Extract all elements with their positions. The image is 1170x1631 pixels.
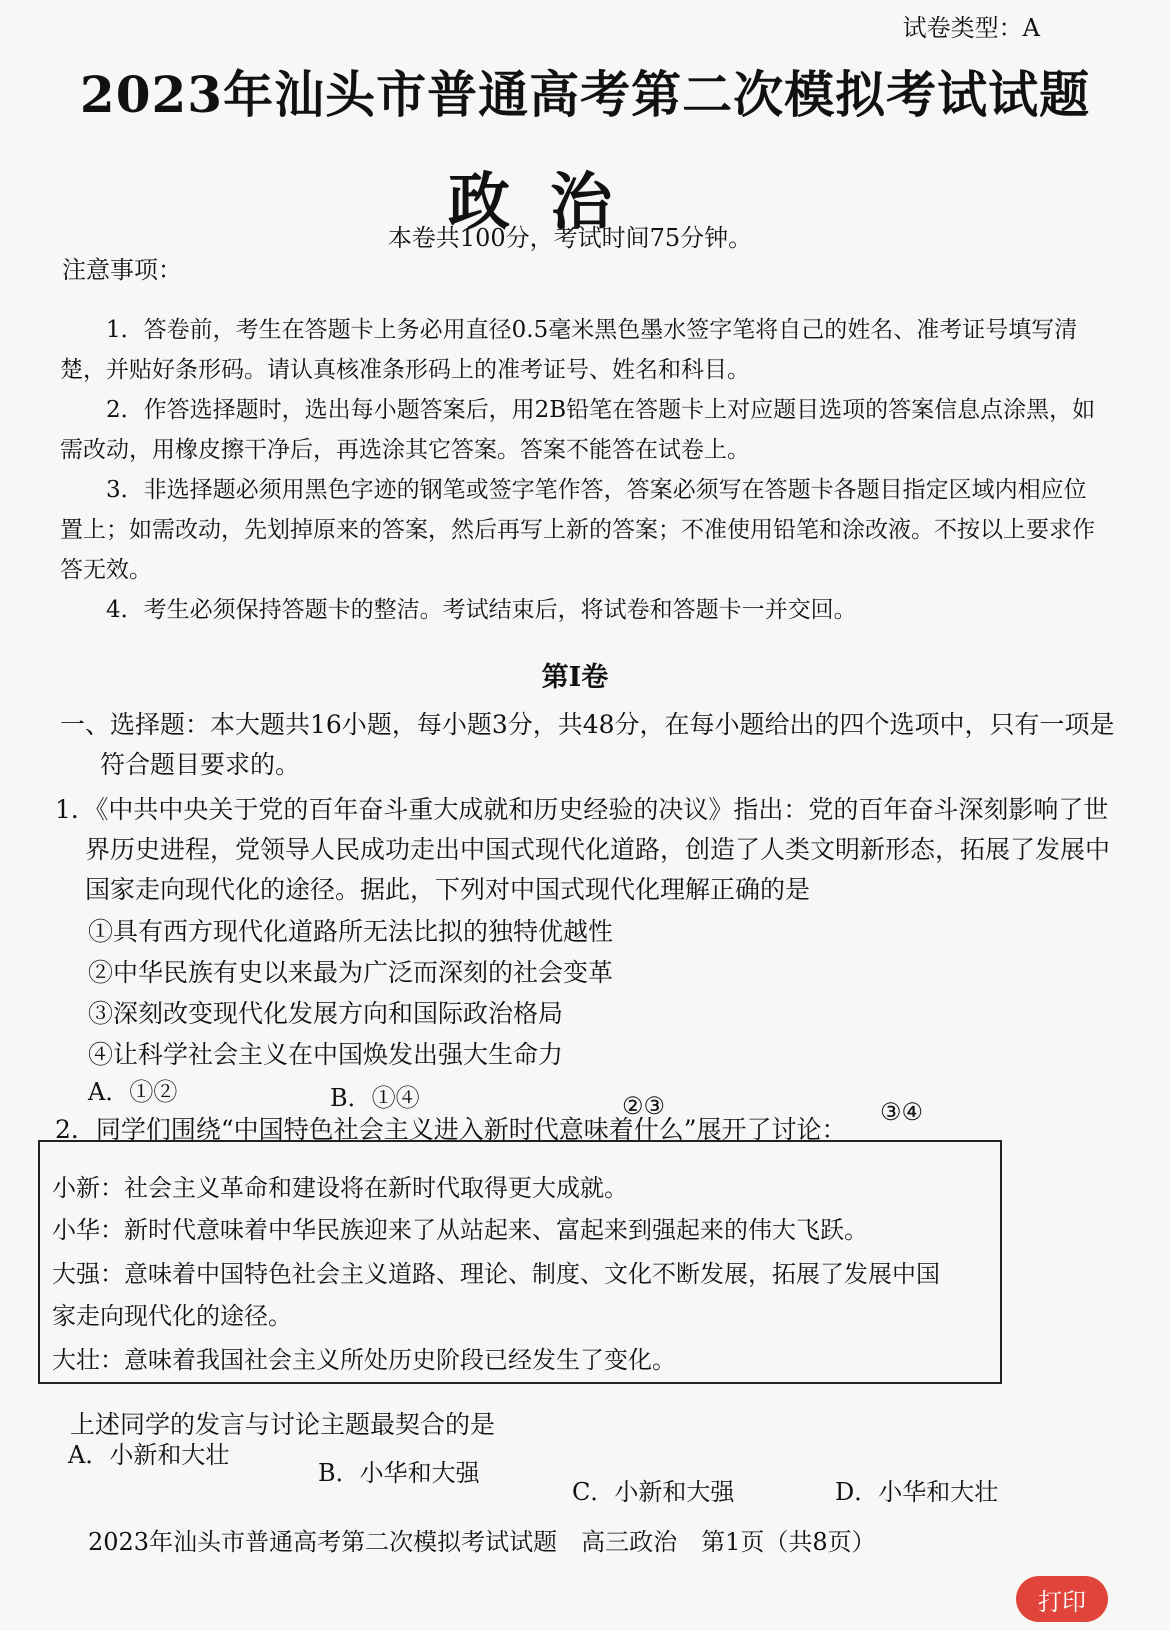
q1-statement-2: ②中华民族有史以来最为广泛而深刻的社会变革 <box>88 958 614 987</box>
notice-item-2: 2．作答选择题时，选出每小题答案后，用2B铅笔在答题卡上对应题目选项的答案信息点涂黑，如需改动，用橡皮擦干净后，再选涂其它答案。答案不能答在试卷上。 <box>60 397 1096 463</box>
exam-title: 2023年汕头市普通高考第二次模拟考试试题 <box>79 65 1091 124</box>
q2-dialogue-line-4: 家走向现代化的途径。 <box>52 1302 292 1330</box>
notice-heading: 注意事项： <box>62 256 182 284</box>
notice-item-4: 4．考生必须保持答题卡的整洁。考试结束后，将试卷和答题卡一并交回。 <box>106 597 857 623</box>
q1-stem: 1．《中共中央关于党的百年奋斗重大成就和历史经验的决议》指出：党的百年奋斗深刻影响了世界历史进程，党领导人民成功走出中国式现代化道路，创造了人类文明新形态，拓展了发展中国家走向现代化的途径。据此，下列对中国式现代化理解正确的是 <box>55 795 1111 904</box>
section-title: 第Ⅰ卷 <box>541 662 609 693</box>
q2-dialogue-line-5: 大壮：意味着我国社会主义所处历史阶段已经发生了变化。 <box>52 1346 676 1374</box>
q2-option-c: C．小新和大强 <box>572 1478 735 1506</box>
q1-option-c: ②③ <box>622 1092 666 1120</box>
q1-statement-4: ④让科学社会主义在中国焕发出强大生命力 <box>88 1040 564 1069</box>
subject-title: 政治 <box>447 165 652 238</box>
q1-statement-1: ①具有西方现代化道路所无法比拟的独特优越性 <box>88 917 614 946</box>
notice-item-1: 1．答卷前，考生在答题卡上务必用直径0.5毫米黑色墨水签字笔将自己的姓名、准考证号填写清楚，并贴好条形码。请认真核准条形码上的准考证号、姓名和科目。 <box>60 317 1078 383</box>
q1-option-b: B．①④ <box>330 1084 420 1112</box>
q2-question: 上述同学的发言与讨论主题最契合的是 <box>70 1410 496 1439</box>
q2-stem: 2．同学们围绕“中国特色社会主义进入新时代意味着什么”展开了讨论： <box>55 1115 847 1144</box>
part-title: 一、选择题：本大题共16小题，每小题3分，共48分，在每小题给出的四个选项中，只有一项是符合题目要求的。 <box>60 710 1115 779</box>
notice-item-3: 3．非选择题必须用黑色字迹的钢笔或签字笔作答，答案必须写在答题卡各题目指定区域内相应位置上；如需改动，先划掉原来的答案，然后再写上新的答案；不准使用铅笔和涂改液。不按以上要求作答无效。 <box>60 477 1095 583</box>
q2-option-b: B．小华和大强 <box>318 1459 480 1487</box>
q2-dialogue-line-2: 小华：新时代意味着中华民族迎来了从站起来、富起来到强起来的伟大飞跃。 <box>52 1216 868 1244</box>
exam-info: 本卷共100分，考试时间75分钟。 <box>387 224 753 252</box>
q2-option-d: D．小华和大壮 <box>835 1478 999 1506</box>
paper-type-label: 试卷类型：A <box>902 14 1040 42</box>
page-footer: 2023年汕头市普通高考第二次模拟考试试题 高三政治 第1页（共8页） <box>88 1528 876 1556</box>
q2-option-a: A．小新和大壮 <box>68 1441 230 1469</box>
print-button[interactable]: 打印 <box>1016 1576 1108 1622</box>
q1-option-a: A．①② <box>88 1078 178 1106</box>
q1-option-d: ③④ <box>880 1098 924 1126</box>
q2-dialogue-line-1: 小新：社会主义革命和建设将在新时代取得更大成就。 <box>52 1174 628 1202</box>
q1-statement-3: ③深刻改变现代化发展方向和国际政治格局 <box>88 999 564 1028</box>
q2-dialogue-line-3: 大强：意味着中国特色社会主义道路、理论、制度、文化不断发展，拓展了发展中国 <box>52 1260 940 1288</box>
